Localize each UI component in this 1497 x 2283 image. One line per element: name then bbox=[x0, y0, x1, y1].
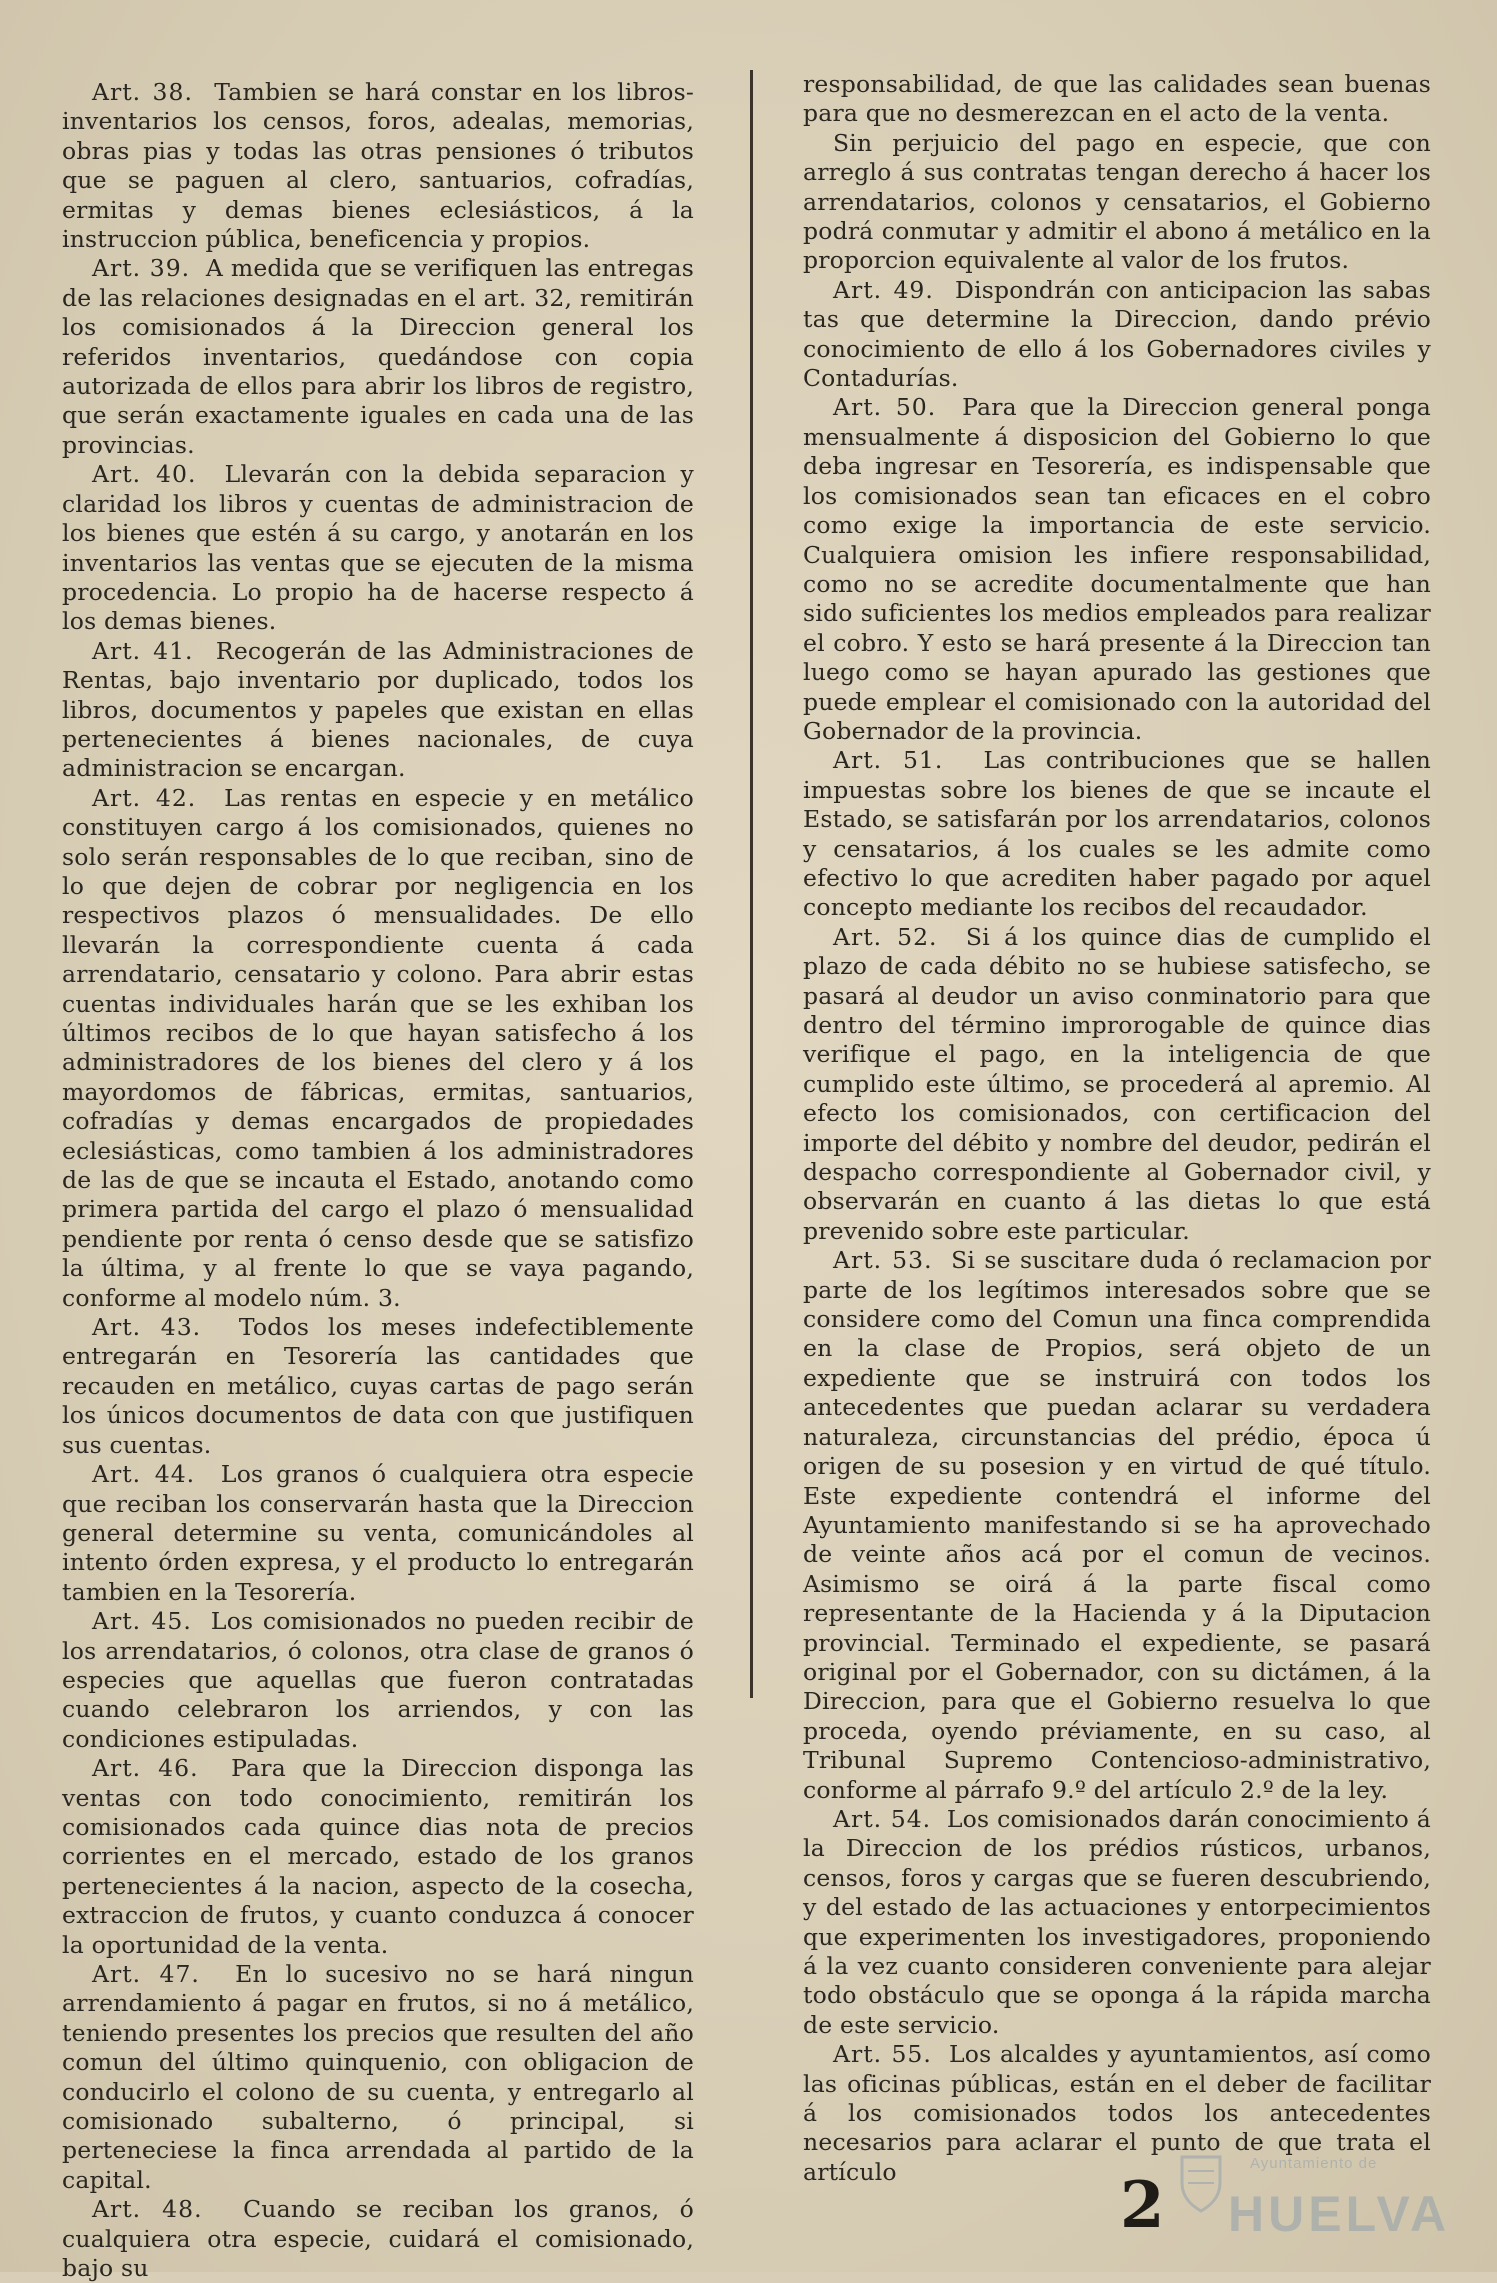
article-40: Art. 40. Llevarán con la debida separacion y claridad los libros y cuentas de administracion de los bienes que estén á su cargo, y anotarán en los inventarios las ventas que se ejecuten de la misma procedencia. Lo propio ha de hacerse respecto á los demas bienes. bbox=[62, 460, 694, 636]
article-46: Art. 46. Para que la Direccion disponga las ventas con todo conocimiento, remitirán los comisionados cada quince dias nota de precios corrientes en el mercado, estado de los granos pertenecientes á la nacion, aspecto de la cosecha, extraccion de frutos, y cuanto conduzca á conocer la oportunidad de la venta. bbox=[62, 1754, 695, 1959]
coat-of-arms-icon bbox=[1178, 2153, 1224, 2213]
archive-watermark bbox=[1178, 2145, 1478, 2255]
column-divider bbox=[750, 70, 753, 1698]
paragraph-payment-in-kind: Sin perjuicio del pago en especie, que con arreglo á sus contratas tengan derecho á hacer los arrendatarios, colonos y censatarios, el Gobierno podrá conmutar y admitir el abono á metálico en la proporcion equivalente al valor de los frutos. bbox=[803, 128, 1431, 275]
article-48-continued: responsabilidad, de que las calidades sean buenas para que no desmerezcan en el acto de la venta. bbox=[803, 70, 1431, 128]
article-53: Art. 53. Si se suscitare duda ó reclamacion por parte de los legítimos interesados sobre que se considere como del Comun una finca comprendida en la clase de Propios, será objeto de un expediente que se instruirá con todos los antecedentes que puedan aclarar su verdadera naturaleza, circunstancias del prédio, época ú origen de su posesion y en virtud de qué título. Este expediente contendrá el informe del Ayuntamiento manifestando si se ha aprovechado de veinte años acá por el comun de vecinos. Asimismo se oirá á la parte fiscal como representante de la Hacienda y á la Diputacion provincial. Terminado el expediente, se pasará original por el Gobernador, con su dictámen, á la Direccion, para que el Gobierno resuelva lo que proceda, oyendo préviamente, en su caso, al Tribunal Supremo Contencioso-administrativo, conforme al párrafo 9.º del artículo 2.º de la ley. bbox=[803, 1246, 1431, 1804]
article-42: Art. 42. Las rentas en especie y en metálico constituyen cargo á los comisionados, quienes no solo serán responsables de lo que reciban, sino de lo que dejen de cobrar por negligencia en los respectivos plazos ó mensualidades. De ello llevarán la correspondiente cuenta á cada arrendatario, censatario y colono. Para abrir estas cuentas individuales harán que se les exhiban los últimos recibos de lo que hayan satisfecho á los administradores de los bienes del clero y á los mayordomos de fábricas, ermitas, santuarios, cofradías y demas encargados de propiedades eclesiásticas, como tambien á los administradores de las de que se incauta el Estado, anotando como primera partida del cargo el plazo ó mensualidad pendiente por renta ó censo desde que se satisfizo la última, y al frente lo que se vaya pagando, conforme al modelo núm. 3. bbox=[62, 783, 694, 1312]
right-column bbox=[803, 70, 1431, 2187]
article-44: Art. 44. Los granos ó cualquiera otra especie que reciban los conservarán hasta que la Direccion general determine su venta, comunicándoles al intento órden expresa, y el producto lo entregarán tambien en la Tesorería. bbox=[62, 1460, 694, 1606]
page-number: 2 bbox=[1120, 2168, 1165, 2243]
article-47: Art. 47. En lo sucesivo no se hará ningun arrendamiento á pagar en frutos, si no á metálico, teniendo presentes los precios que resulten del año comun del último quinquenio, con obligacion de conducirlo el colono de su cuenta, y entregarlo al comisionado subalterno, ó principal, si perteneciese la finca arrendada al partido de la capital. bbox=[62, 1960, 694, 2194]
article-51: Art. 51. Las contribuciones que se hallen impuestas sobre los bienes de que se incaute el Estado, se satisfarán por los arrendatarios, colonos y censatarios, á los cuales se les admite como efectivo lo que acrediten haber pagado por aquel concepto mediante los recibos del recaudador. bbox=[803, 746, 1431, 922]
article-54: Art. 54. Los comisionados darán conocimiento á la Direccion de los prédios rústicos, urbanos, censos, foros y cargas que se fueren descubriendo, y del estado de las actuaciones y entorpecimientos que experimenten los investigadores, proponiendo á la vez cuanto consideren conveniente para alejar todo obstáculo que se oponga á la rápida marcha de este servicio. bbox=[803, 1804, 1431, 2039]
watermark-line-1: Ayuntamiento de bbox=[1250, 2155, 1378, 2172]
watermark-line-2: HUELVA bbox=[1228, 2186, 1451, 2242]
article-52: Art. 52. Si á los quince dias de cumplido el plazo de cada débito no se hubiese satisfecho, se pasará al deudor un aviso conminatorio para que dentro del término improrogable de quince dias verifique el pago, en la inteligencia de que cumplido este último, se procederá al apremio. Al efecto los comisionados, con certificacion del importe del débito y nombre del deudor, pedirán el despacho correspondiente al Gobernador civil, y observarán en cuanto á las dietas lo que está prevenido sobre este particular. bbox=[803, 922, 1431, 1245]
article-49: Art. 49. Dispondrán con anticipacion las sabas tas que determine la Direccion, dando prévio conocimiento de ello á los Gobernadores civiles y Contadurías. bbox=[803, 275, 1431, 393]
article-38: Art. 38. Tambien se hará constar en los libros-inventarios los censos, foros, adealas, memorias, obras pias y todas las otras pensiones ó tributos que se paguen al clero, santuarios, cofradías, ermitas y demas bienes eclesiásticos, á la instruccion pública, beneficencia y propios. bbox=[62, 78, 695, 254]
article-55: Art. 55. Los alcaldes y ayuntamientos, así como las oficinas públicas, están en el deber de facilitar á los comisionados todos los antecedentes necesarios para aclarar el punto de que trata el artículo bbox=[803, 2040, 1431, 2186]
article-43: Art. 43. Todos los meses indefectiblemente entregarán en Tesorería las cantidades que recauden en metálico, cuyas cartas de pago serán los únicos documentos de data con que justifiquen sus cuentas. bbox=[62, 1313, 695, 1459]
article-45: Art. 45. Los comisionados no pueden recibir de los arrendatarios, ó colonos, otra clase de granos ó especies que aquellas que fueron contratadas cuando celebraron los arriendos, y con las condiciones estipuladas. bbox=[62, 1607, 694, 1753]
left-column bbox=[62, 78, 694, 2283]
article-48: Art. 48. Cuando se reciban los granos, ó cualquiera otra especie, cuidará el comisionado, bajo su bbox=[62, 2195, 695, 2283]
article-41: Art. 41. Recogerán de las Administraciones de Rentas, bajo inventario por duplicado, todos los libros, documentos y papeles que existan en ellas pertenecientes á bienes nacionales, de cuya administracion se encargan. bbox=[62, 636, 695, 783]
article-39: Art. 39. A medida que se verifiquen las entregas de las relaciones designadas en el art. 32, remitirán los comisionados á la Direccion general los referidos inventarios, quedándose con copia autorizada de ellos para abrir los libros de registro, que serán exactamente iguales en cada una de las provincias. bbox=[62, 254, 694, 459]
article-50: Art. 50. Para que la Direccion general ponga mensualmente á disposicion del Gobierno lo que deba ingresar en Tesorería, es indispensable que los comisionados sean tan eficaces en el cobro como exige la importancia de este servicio. Cualquiera omision les infiere responsabilidad, como no se acredite documentalmente que han sido suficientes los medios empleados para realizar el cobro. Y esto se hará presente á la Direccion tan luego como se hayan apurado las gestiones que puede emplear el comisionado con la autoridad del Gobernador de la provincia. bbox=[803, 393, 1432, 745]
